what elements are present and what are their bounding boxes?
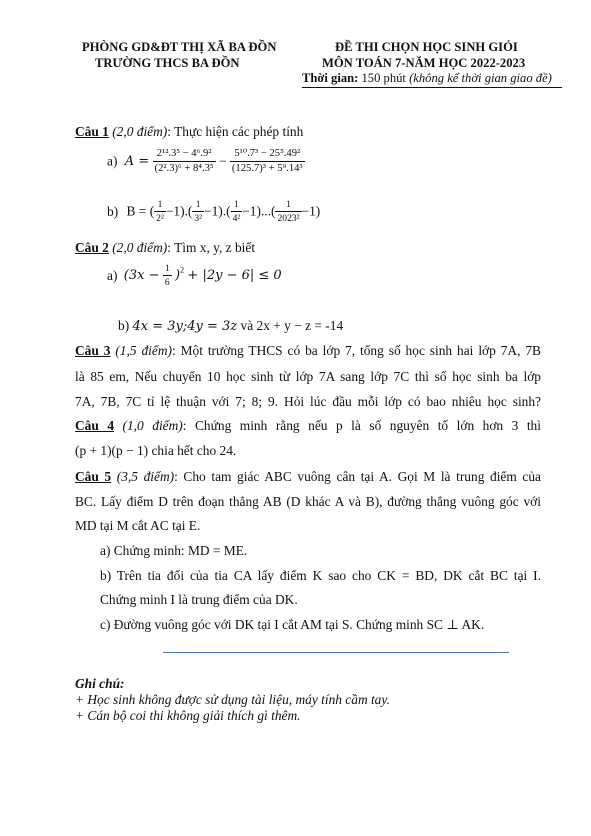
exam-time bbox=[302, 71, 552, 86]
question-2b-rest: và 2x + y − z = -14 bbox=[240, 318, 344, 333]
question-5-line-3: MD tại M cắt AC tại E. bbox=[75, 518, 201, 533]
question-2-points: (2,0 điểm) bbox=[112, 240, 168, 255]
term-3-rest: −1)...( bbox=[242, 203, 276, 219]
question-3-line-2: là 85 em, Nếu chuyển 10 học sinh từ lớp 7A sang lớp 7C thì số học sinh ba lớp bbox=[75, 369, 541, 384]
question-2b-label: b) bbox=[118, 318, 130, 333]
term-4-numerator: 1 bbox=[275, 199, 301, 212]
question-3-points: (1,5 điểm) bbox=[115, 343, 172, 358]
question-5b-line-2: Chứng minh I là trung điểm của DK. bbox=[100, 592, 298, 607]
question-3-line-3: 7A, 7B, 7C tỉ lệ thuận với 7; 8; 9. Hỏi lúc đầu mỗi lớp có bao nhiêu học sinh? bbox=[75, 394, 541, 409]
question-2a-denominator: 6 bbox=[164, 277, 170, 289]
question-1-heading bbox=[75, 124, 303, 140]
term-4-denominator: 2023² bbox=[277, 213, 300, 225]
note-2: + Cán bộ coi thi không giải thích gì thêm. bbox=[75, 708, 301, 723]
question-4-line-2: (p + 1)(p − 1) chia hết cho 24. bbox=[75, 443, 237, 458]
question-4-text-1: : Chứng minh rằng nếu p là số nguyên tố lớn hơn 3 thì bbox=[182, 418, 541, 433]
term-4-rest: −1) bbox=[301, 203, 321, 219]
exam-subject: MÔN TOÁN 7-NĂM HỌC 2022-2023 bbox=[322, 56, 526, 70]
question-4-points: (1,0 điểm) bbox=[122, 418, 183, 433]
term-3-numerator: 1 bbox=[231, 199, 243, 212]
time-note: (không kể thời gian giao đề) bbox=[409, 71, 552, 85]
question-5a: a) Chứng minh: MD = ME. bbox=[100, 543, 248, 558]
term-2-denominator: 3² bbox=[194, 213, 203, 225]
question-2a-label: a) bbox=[107, 267, 118, 283]
question-2a-close: ) bbox=[174, 268, 181, 284]
question-2b-math: 4x = 3y;4y = 3z bbox=[132, 319, 238, 334]
question-5-label: Câu 5 bbox=[75, 469, 112, 484]
question-2a-exponent: 2 bbox=[180, 265, 185, 275]
question-1a-label: a) bbox=[107, 153, 118, 169]
note-1: + Học sinh không được sử dụng tài liệu, máy tính cầm tay. bbox=[75, 692, 390, 707]
question-4-label: Câu 4 bbox=[75, 418, 115, 433]
question-5-line-1 bbox=[75, 469, 541, 485]
term-1-numerator: 1 bbox=[154, 199, 166, 212]
fraction-2-numerator: 5¹⁰.7³ − 25⁵.49² bbox=[230, 148, 305, 162]
time-label: Thời gian: bbox=[302, 71, 359, 85]
term-1-fraction bbox=[154, 199, 166, 224]
question-1a-fraction-2 bbox=[230, 148, 305, 175]
fraction-2-denominator: (125.7)³ + 5⁹.14³ bbox=[231, 163, 303, 175]
question-4-line-1 bbox=[75, 418, 541, 434]
section-divider bbox=[163, 652, 509, 653]
notes-title: Ghi chú: bbox=[75, 676, 125, 691]
fraction-1-numerator: 2¹².3⁵ − 4⁶.9² bbox=[153, 148, 216, 162]
question-1a-var: A = bbox=[124, 154, 150, 170]
exam-title: ĐỀ THI CHỌN HỌC SINH GIỎI bbox=[335, 40, 518, 54]
question-5-line-2: BC. Lấy điểm D trên đoạn thẳng AB (D khác A và B), đường thẳng vuông góc với bbox=[75, 494, 541, 509]
question-5b-line-1: b) Trên tia đối của tia CA lấy điểm K sao cho CK = BD, DK cắt BC tại I. bbox=[100, 568, 541, 583]
question-5-points: (3,5 điểm) bbox=[116, 469, 175, 484]
fraction-1-denominator: (2².3)⁶ + 8⁴.3⁵ bbox=[154, 163, 214, 175]
term-2-fraction bbox=[192, 199, 204, 224]
term-3-denominator: 4² bbox=[232, 213, 241, 225]
question-1b bbox=[107, 199, 320, 224]
question-1-label: Câu 1 bbox=[75, 124, 109, 139]
question-1b-prefix: B = ( bbox=[126, 203, 155, 219]
school-name: TRƯỜNG THCS BA ĐỒN bbox=[95, 56, 240, 70]
term-2-rest: −1).( bbox=[204, 203, 231, 219]
time-value: 150 phút bbox=[361, 71, 406, 85]
question-2a-numerator: 1 bbox=[163, 263, 172, 276]
question-3-text-1: : Một trường THCS có ba lớp 7, tổng số học sinh hai lớp 7A, 7B bbox=[171, 343, 541, 358]
question-3-line-1 bbox=[75, 343, 541, 359]
question-2a-open: (3x − bbox=[123, 268, 160, 284]
question-2-heading bbox=[75, 240, 255, 256]
question-1a-fraction-1 bbox=[153, 148, 216, 175]
question-2-label: Câu 2 bbox=[75, 240, 109, 255]
term-3-fraction bbox=[231, 199, 243, 224]
question-2a-rest: + |2y − 6| ≤ 0 bbox=[187, 268, 282, 284]
term-1-rest: −1).( bbox=[165, 203, 193, 219]
question-2a bbox=[107, 263, 282, 288]
term-2-numerator: 1 bbox=[192, 199, 204, 212]
question-1-text: : Thực hiện các phép tính bbox=[167, 124, 304, 139]
question-1-points: (2,0 điểm) bbox=[112, 124, 168, 139]
question-3-label: Câu 3 bbox=[75, 343, 111, 358]
question-2b bbox=[118, 318, 343, 334]
term-1-denominator: 2² bbox=[156, 213, 164, 225]
question-2-text: : Tìm x, y, z biết bbox=[167, 240, 256, 255]
question-5c: c) Đường vuông góc với DK tại I cắt AM tại S. Chứng minh SC ⊥ AK. bbox=[100, 617, 485, 632]
header-underline bbox=[302, 87, 562, 88]
school-dept: PHÒNG GD&ĐT THỊ XÃ BA ĐỒN bbox=[82, 40, 277, 54]
question-5-text-1: : Cho tam giác ABC vuông cân tại A. Gọi M là trung điểm của bbox=[174, 469, 541, 484]
term-4-fraction bbox=[275, 199, 301, 224]
question-1b-label: b) bbox=[107, 203, 119, 219]
question-1a bbox=[107, 148, 305, 175]
question-2a-fraction bbox=[163, 263, 172, 288]
question-1a-minus: − bbox=[218, 153, 227, 169]
